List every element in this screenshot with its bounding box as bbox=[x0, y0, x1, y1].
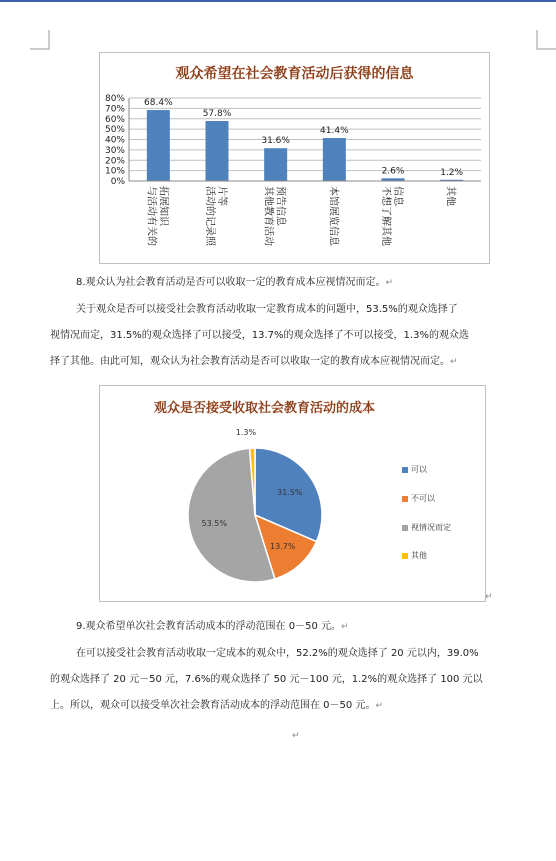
legend-item-可以: 可以 bbox=[402, 464, 427, 475]
x-tick-label bbox=[445, 186, 458, 206]
window-top-border bbox=[0, 0, 556, 2]
pie-chart-paragraph-mark: ↵ bbox=[485, 592, 493, 602]
pie-data-label: 13.7% bbox=[270, 541, 296, 551]
page-corner-top-right bbox=[536, 30, 556, 50]
y-tick-label: 0% bbox=[110, 177, 125, 187]
y-tick-label: 20% bbox=[104, 156, 125, 167]
legend-item-视情况而定: 视情况而定 bbox=[402, 522, 451, 533]
section8-heading: 8.观众认为社会教育活动是否可以收取一定的教育成本应视情况而定。↵ bbox=[76, 277, 394, 288]
x-tick-label-line: 拓展知识 bbox=[157, 186, 169, 226]
legend-swatch bbox=[402, 525, 408, 531]
empty-paragraph-mark: ↵ bbox=[292, 731, 300, 741]
bar-0 bbox=[147, 110, 170, 181]
bar-1 bbox=[206, 121, 229, 181]
pie-chart-title: 观众是否接受收取社会教育活动的成本 bbox=[154, 401, 376, 416]
x-tick-label bbox=[204, 186, 229, 247]
section8-line-3: 择了其他。由此可知，观众认为社会教育活动是否可以收取一定的教育成本应视情况而定。↵ bbox=[50, 356, 458, 367]
x-tick-label-line: 本馆展览信息 bbox=[327, 186, 339, 246]
x-tick-label-line: 其他教育活动 bbox=[262, 186, 274, 246]
section9-line-3: 上。所以，观众可以接受单次社会教育活动成本的浮动范围在 0－50 元。↵ bbox=[50, 700, 383, 711]
y-tick-label: 10% bbox=[104, 166, 125, 177]
bar-value-label: 31.6% bbox=[261, 136, 290, 147]
x-tick-label-line: 不想了解其他 bbox=[380, 186, 391, 246]
bar-chart-svg bbox=[100, 53, 489, 263]
bar-value-label: 1.2% bbox=[440, 167, 464, 178]
x-tick-label-line: 预告信息 bbox=[274, 186, 286, 226]
section9-heading: 9.观众希望单次社会教育活动成本的浮动范围在 0－50 元。↵ bbox=[76, 621, 349, 632]
section8-line-2: 视情况而定，31.5%的观众选择了可以接受，13.7%的观众选择了不可以接受，1.3%的观众选 bbox=[50, 330, 469, 341]
legend-item-其他: 其他 bbox=[402, 550, 427, 561]
bar-value-label: 57.8% bbox=[202, 109, 232, 120]
x-tick-label-line: 活动的记录照 bbox=[204, 186, 215, 246]
legend-swatch bbox=[402, 467, 408, 473]
bar-chart-frame[interactable] bbox=[99, 52, 490, 264]
page-corner-top-left bbox=[30, 30, 50, 50]
x-tick-label-line: 其他 bbox=[444, 186, 456, 206]
bar-chart-title: 观众希望在社会教育活动后获得的信息 bbox=[175, 66, 414, 82]
x-tick-label-line: 与活动有关的 bbox=[145, 186, 157, 246]
y-tick-label: 50% bbox=[104, 125, 125, 136]
bar-3 bbox=[323, 138, 346, 181]
pie-data-label: 1.3% bbox=[235, 428, 257, 438]
pie-data-label: 31.5% bbox=[277, 488, 303, 498]
bar-value-label: 68.4% bbox=[144, 98, 173, 109]
x-tick-label bbox=[327, 186, 340, 247]
pie-data-label: 53.5% bbox=[201, 518, 227, 528]
x-tick-label bbox=[145, 186, 170, 246]
y-tick-label: 40% bbox=[104, 135, 125, 146]
x-tick-label-line: 片等 bbox=[216, 186, 227, 206]
section9-line-1: 在可以接受社会教育活动收取一定成本的观众中，52.2%的观众选择了 20 元以内，39.0% bbox=[76, 648, 479, 659]
pie-chart-frame[interactable] bbox=[99, 385, 486, 602]
y-tick-label: 60% bbox=[104, 114, 125, 125]
y-tick-label: 80% bbox=[104, 94, 125, 104]
x-tick-label-line: 信息 bbox=[392, 186, 403, 206]
x-tick-label bbox=[380, 186, 405, 246]
legend-item-不可以: 不可以 bbox=[402, 493, 435, 504]
bar-2 bbox=[264, 148, 287, 181]
y-tick-label: 70% bbox=[104, 104, 125, 115]
y-tick-label: 30% bbox=[104, 145, 125, 156]
bar-value-label: 41.4% bbox=[320, 126, 349, 137]
legend-swatch bbox=[402, 553, 408, 559]
x-tick-label bbox=[263, 186, 288, 246]
legend-swatch bbox=[402, 496, 408, 502]
bar-value-label: 2.6% bbox=[381, 166, 405, 177]
section9-line-2: 的观众选择了 20 元－50 元，7.6%的观众选择了 50 元－100 元，1.2%的观众选择了 100 元以 bbox=[50, 674, 483, 685]
section8-line-1: 关于观众是否可以接受社会教育活动收取一定教育成本的问题中，53.5%的观众选择了 bbox=[76, 304, 458, 315]
